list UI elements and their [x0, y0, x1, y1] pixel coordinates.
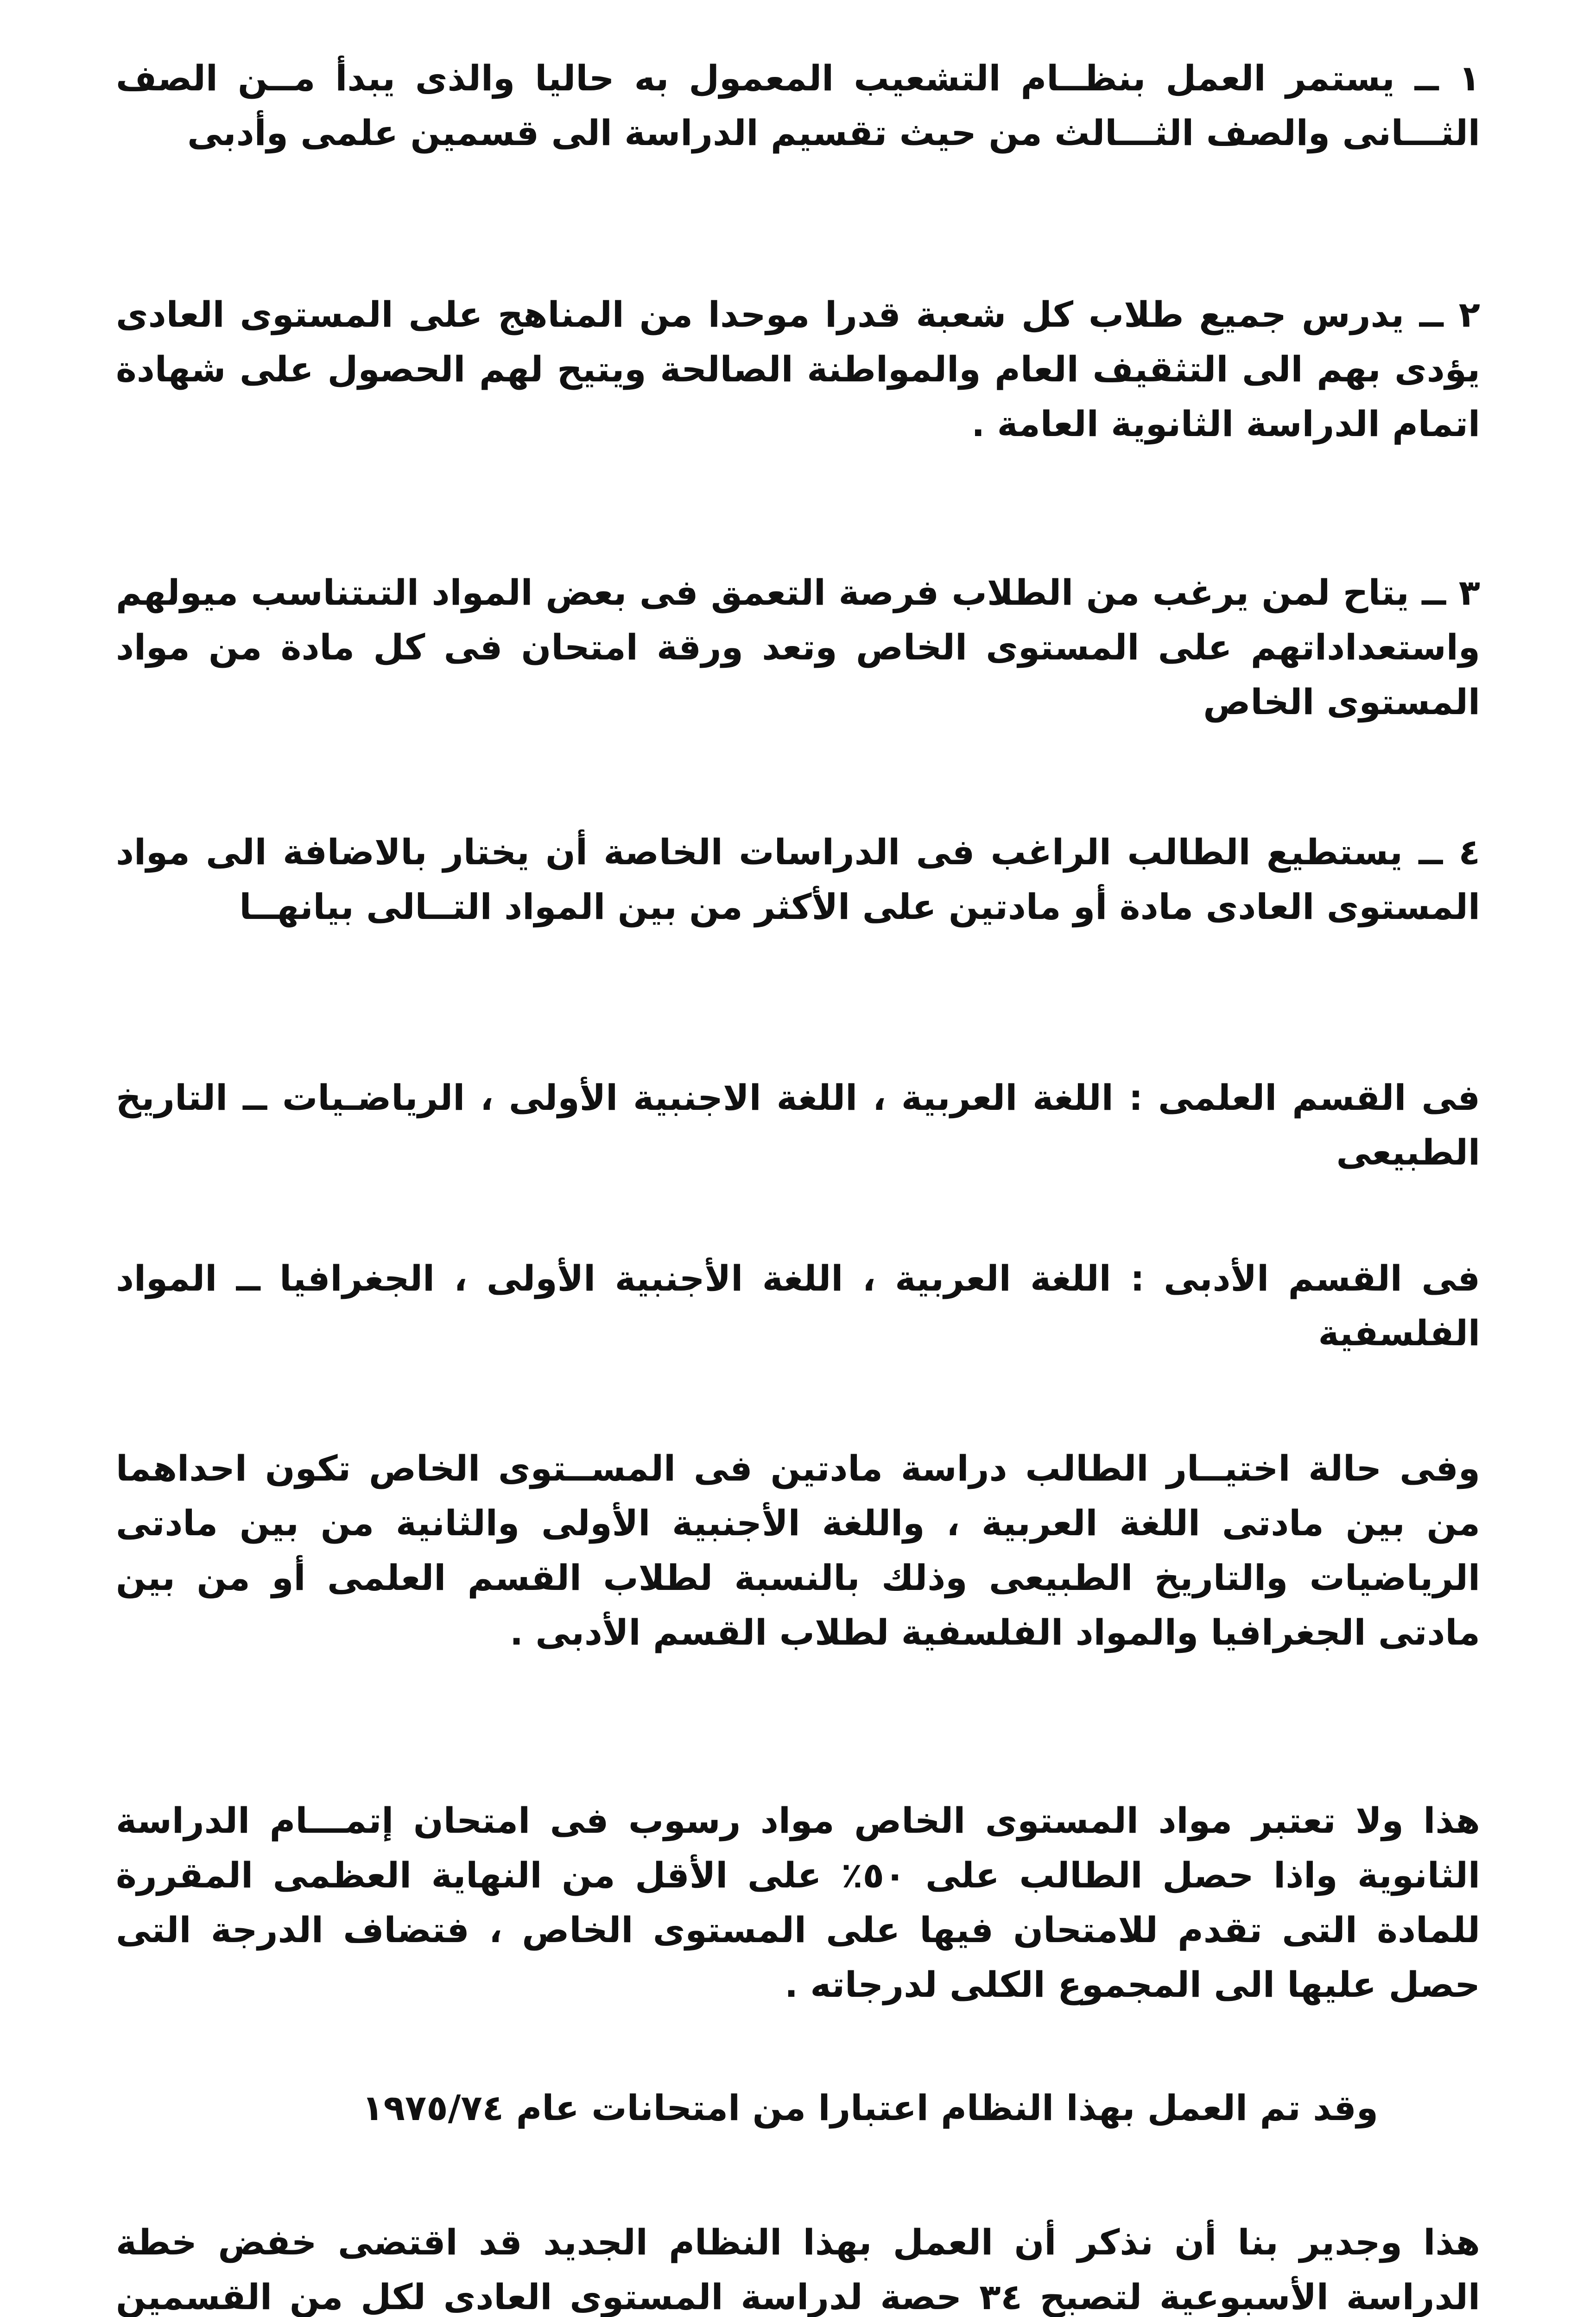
scientific-section-text: اللغة العربية ، اللغة الاجنبية الأولى ، الرياضـيات ــ التاريخ الطبيعى — [116, 1077, 1480, 1173]
paragraph-4: ٤ ــ يستطيع الطالب الراغب فى الدراسات الخاصة أن يختار بالاضافة الى مواد المستوى العادى مادة أو مادتين على الأكثر من بين المواد التــالى بيانهــا — [116, 831, 1480, 927]
paragraph-reduction: هذا وجدير بنا أن نذكر أن العمل بهذا النظام الجديد قد اقتضى خفض خطة الدراسة الأسبوعية لتصبح ٣٤ حصة لدراسة المستوى العادى لكل من القسمين — [116, 2222, 1481, 2317]
scientific-section-label: فى القسم العلمى : — [1128, 1077, 1480, 1118]
literary-section-text: اللغة العربية ، اللغة الأجنبية الأولى ، الجغرافيا ــ المواد الفلسفية — [116, 1258, 1480, 1354]
literary-section-label: فى القسم الأدبى : — [1130, 1258, 1480, 1299]
literary-section-paragraph — [116, 1251, 1480, 1361]
paragraph-failure: هذا ولا تعتبر مواد المستوى الخاص مواد رسوب فى امتحان إتمـــام الدراسة الثانوية واذا حصل الطالب على ٥٠٪ على الأقل من النهاية العظمى المقررة للمادة التى تقدم للامتحان فيها على المستوى الخاص ، فتضاف الدرجة التى حصل عليها الى المجموع الكلى لدرجاته . — [116, 1800, 1480, 2005]
paragraph-choice: وفى حالة اختيــار الطالب دراسة مادتين فى المســتوى الخاص تكون احداهما من بين مادتى اللغة العربية ، واللغة الأجنبية الأولى والثانية من بين مادتى الرياضيات والتاريخ الطبيعى وذلك بالنسبة لطلاب القسم العلمى أو من بين مادتى الجغرافيا والمواد الفلسفية لطلاب القسم الأدبى . — [116, 1448, 1480, 1653]
paragraph-start: وقد تم العمل بهذا النظام اعتبارا من امتحانات عام ١٩٧٥/٧٤ — [362, 2087, 1378, 2128]
scientific-section-paragraph — [116, 1070, 1480, 1180]
paragraph-2: ٢ ــ يدرس جميع طلاب كل شعبة قدرا موحدا من المناهج على المستوى العادى يؤدى بهم الى التثقيف العام والمواطنة الصالحة ويتيح لهم الحصول على شهادة اتمام الدراسة الثانوية العامة . — [116, 294, 1480, 444]
paragraph-3: ٣ ــ يتاح لمن يرغب من الطلاب فرصة التعمق فى بعض المواد التىتناسب ميولهم واستعداداتهم على المستوى الخاص وتعد ورقة امتحان فى كل مادة من مواد المستوى الخاص — [116, 572, 1480, 722]
paragraph-1: ١ ــ يستمر العمل بنظــام التشعيب المعمول به حاليا والذى يبدأ مــن الصف الثـــانى والصف الثـــالث من حيث تقسيم الدراسة الى قسمين علمى وأدبى — [116, 57, 1480, 153]
